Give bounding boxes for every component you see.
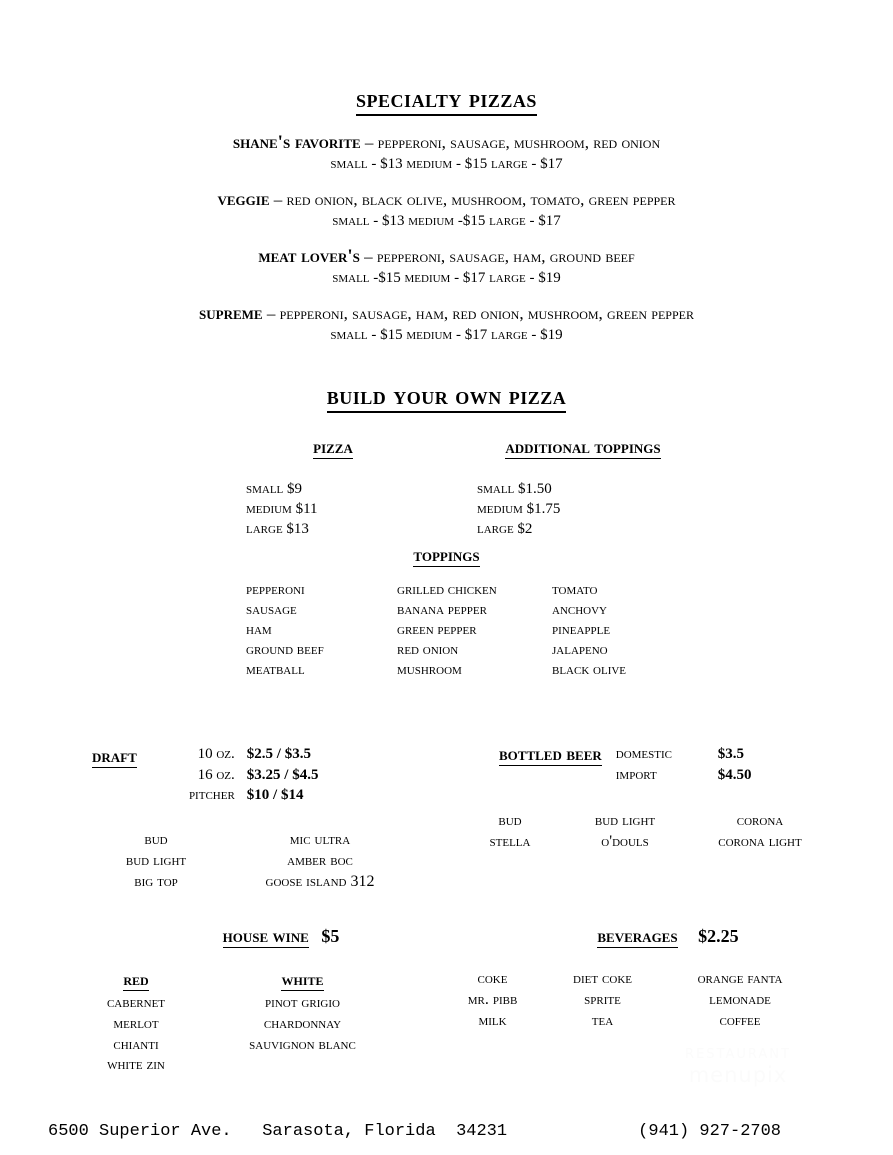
bottled-beer-column: [565, 810, 685, 852]
topping-item: pineapple: [552, 621, 611, 638]
draft-beer-item: bud: [144, 831, 168, 849]
byo-additional-toppings-column: [438, 437, 728, 539]
beverage-item: coffee: [719, 1011, 761, 1029]
bottled-beer-heading-text: bottled beer: [499, 744, 602, 764]
draft-beer-item: mic ultra: [289, 831, 351, 849]
specialty-pizza-name: supreme: [199, 302, 263, 324]
topping-item: banana pepper: [397, 601, 487, 618]
topping-item: mushroom: [397, 661, 462, 678]
house-wine-item: merlot: [113, 1014, 159, 1032]
toppings-heading-text: toppings: [413, 545, 480, 565]
beverages-header-row: [440, 926, 840, 947]
beverage-item: coke: [477, 970, 508, 987]
draft-size-price: $10 / $14: [246, 787, 304, 804]
specialty-pizza-dash: –: [359, 246, 377, 266]
watermark-bottom-text: menupix: [688, 1062, 788, 1087]
topping-item: ground beef: [246, 641, 324, 658]
draft-beer-section: [92, 744, 422, 892]
draft-size-row: [151, 765, 319, 786]
bottled-beer-section: [455, 744, 855, 853]
beverages-heading-text: beverages: [597, 926, 678, 946]
topping-item: anchovy: [552, 601, 607, 618]
specialty-pizza-headline: [0, 132, 893, 154]
bottled-beer-price-row: [616, 765, 752, 786]
specialty-pizza-prices: small - $15 medium - $17 large - $19: [330, 327, 563, 344]
draft-beer-item: bud light: [125, 852, 187, 870]
byo-pizza-heading: [228, 437, 438, 458]
topping-item: meatball: [246, 661, 305, 678]
specialty-pizza-headline: [0, 303, 893, 325]
draft-beer-columns: [92, 829, 422, 892]
topping-item: jalapeno: [552, 641, 608, 658]
byo-additional-toppings-price-list: [438, 480, 728, 539]
house-wine-column: [200, 969, 405, 1076]
specialty-pizza-item: [0, 303, 893, 346]
beverages-column: [440, 969, 545, 1031]
toppings-heading: [0, 545, 893, 566]
beverages-column: [545, 969, 660, 1031]
byo-pizza-column: [228, 437, 438, 539]
draft-size-label: 10 oz.: [197, 746, 235, 762]
topping-item: red onion: [397, 641, 459, 658]
specialty-pizza-toppings: red onion, black olive, mushroom, tomato, green pepper: [286, 189, 676, 209]
house-wine-column: [72, 969, 200, 1076]
beverage-item: lemonade: [709, 990, 771, 1008]
draft-beer-column: [220, 829, 420, 892]
draft-header-row: [92, 744, 422, 806]
specialty-pizza-dash: –: [269, 189, 287, 209]
draft-heading: [92, 744, 137, 767]
footer-phone: (941) 927-2708: [638, 1122, 781, 1141]
beverages-heading: [597, 926, 682, 948]
draft-beer-item: amber boc: [287, 852, 353, 870]
topping-item: green pepper: [397, 621, 477, 638]
bottled-beer-item: bud: [498, 812, 522, 830]
bottled-beer-column: [685, 810, 835, 852]
bottled-beer-columns: [455, 810, 855, 852]
house-wine-column-heading: [200, 969, 405, 991]
house-wine-item: sauvignon blanc: [249, 1035, 356, 1053]
house-wine-column-heading-text: red: [123, 970, 149, 989]
specialty-pizza-prices: small -$15 medium - $17 large - $19: [332, 270, 561, 287]
draft-size-row: [151, 744, 319, 765]
house-wine-section: [72, 926, 432, 1076]
house-wine-heading-text: house wine: [222, 926, 309, 946]
beverages-columns: [440, 969, 840, 1031]
footer-address: 6500 Superior Ave. Sarasota, Florida 34231: [48, 1122, 508, 1141]
beverages-price: $2.25: [698, 926, 739, 946]
byo-pizza-price-row: medium $11: [246, 500, 318, 517]
draft-size-label: pitcher: [188, 787, 235, 804]
specialty-pizzas-heading-text: specialty pizzas: [356, 84, 537, 116]
specialty-pizza-name: meat lover's: [258, 245, 360, 267]
toppings-column: [397, 581, 552, 681]
build-your-own-row: [0, 437, 893, 539]
watermark-top-text: RESTAURANT: [685, 1047, 791, 1062]
byo-pizza-heading-text: pizza: [313, 437, 353, 457]
beverage-item: sprite: [584, 990, 621, 1008]
topping-item: ham: [246, 621, 272, 638]
specialty-pizza-name: veggie: [217, 188, 270, 210]
byo-additional-toppings-heading-text: additional toppings: [505, 437, 661, 457]
bottled-beer-price-value: $3.5: [717, 746, 745, 762]
byo-pizza-price-row: large $13: [246, 520, 309, 537]
build-your-own-grid: [0, 437, 893, 539]
bottled-beer-price-list: [616, 744, 752, 785]
house-wine-item: cabernet: [106, 994, 166, 1012]
specialty-pizza-item: [0, 189, 893, 232]
house-wine-price: $5: [321, 926, 340, 946]
bottled-beer-price-label: domestic: [615, 746, 672, 762]
house-wine-heading: [223, 926, 314, 948]
bottled-beer-price-row: [616, 744, 752, 765]
draft-size-price-list: [151, 744, 319, 806]
draft-heading-text: draft: [92, 746, 137, 766]
beverage-item: milk: [478, 1011, 507, 1029]
menupix-watermark: [648, 1048, 828, 1087]
bottled-beer-header-row: [455, 744, 855, 785]
byo-additional-toppings-heading: [438, 437, 728, 458]
bottled-beer-item: corona: [736, 812, 784, 830]
draft-size-price: $3.25 / $4.5: [246, 766, 319, 783]
specialty-pizza-toppings: pepperoni, sausage, mushroom, red onion: [377, 133, 661, 152]
draft-beer-column: [92, 829, 220, 892]
topping-item: pepperoni: [246, 582, 305, 598]
specialty-pizzas-heading: [0, 84, 893, 114]
beverage-item: tea: [591, 1011, 614, 1029]
beverages-section: [440, 926, 840, 1031]
draft-size-label: 16 oz.: [197, 766, 235, 783]
byo-additional-toppings-price-row: large $2: [477, 520, 533, 537]
beverage-item: mr. pibb: [467, 990, 518, 1008]
beverage-item: orange fanta: [697, 970, 783, 987]
bottled-beer-item: bud light: [594, 812, 656, 830]
beverages-column: [660, 969, 820, 1031]
house-wine-column-heading-text: white: [281, 970, 324, 989]
byo-pizza-price-list: [228, 480, 438, 539]
specialty-pizza-prices: small - $13 medium -$15 large - $17: [332, 213, 561, 230]
toppings-column: [552, 581, 712, 681]
bottled-beer-heading: [499, 744, 602, 765]
specialty-pizza-headline: [0, 189, 893, 211]
bottled-beer-item: o'douls: [601, 833, 649, 851]
house-wine-item: pinot grigio: [265, 994, 340, 1012]
build-your-own-heading-text: build your own pizza: [327, 381, 567, 413]
specialty-pizza-dash: –: [262, 303, 280, 323]
beverage-item: diet coke: [573, 970, 632, 987]
bottled-beer-item: corona light: [718, 833, 802, 851]
specialty-pizza-headline: [0, 246, 893, 268]
topping-item: grilled chicken: [397, 582, 497, 598]
topping-item: sausage: [246, 601, 297, 618]
toppings-column: [246, 581, 397, 681]
house-wine-column-heading: [72, 969, 200, 991]
toppings-columns: [246, 581, 846, 681]
house-wine-item: chardonnay: [263, 1014, 342, 1032]
build-your-own-heading: [0, 381, 893, 411]
specialty-pizza-prices: small - $13 medium - $15 large - $17: [330, 156, 563, 173]
draft-size-row: [151, 785, 319, 806]
bottled-beer-price-value: $4.50: [717, 766, 752, 783]
specialty-pizza-name: shane's favorite: [232, 132, 361, 153]
specialty-pizza-dash: –: [360, 133, 378, 152]
byo-additional-toppings-price-row: medium $1.75: [477, 500, 561, 517]
specialty-pizza-item: [0, 132, 893, 175]
bottled-beer-item: stella: [489, 833, 531, 851]
bottled-beer-price-label: import: [615, 766, 657, 783]
house-wine-header-row: [72, 926, 432, 947]
topping-item: tomato: [552, 582, 598, 598]
topping-item: black olive: [552, 661, 627, 678]
bottled-beer-column: [455, 810, 565, 852]
specialty-pizza-item: [0, 246, 893, 289]
house-wine-item: white zin: [107, 1056, 165, 1074]
byo-additional-toppings-price-row: small $1.50: [477, 481, 552, 497]
house-wine-columns: [72, 969, 432, 1076]
draft-beer-item: goose island 312: [265, 873, 375, 891]
draft-beer-item: big top: [134, 873, 178, 891]
specialty-pizza-toppings: pepperoni, sausage, ham, red onion, mushroom, green pepper: [279, 303, 694, 323]
house-wine-item: chianti: [113, 1035, 159, 1053]
specialty-pizzas-list: [0, 132, 893, 360]
draft-size-price: $2.5 / $3.5: [246, 746, 311, 762]
byo-pizza-price-row: small $9: [246, 481, 303, 497]
specialty-pizza-toppings: pepperoni, sausage, ham, ground beef: [376, 246, 635, 266]
